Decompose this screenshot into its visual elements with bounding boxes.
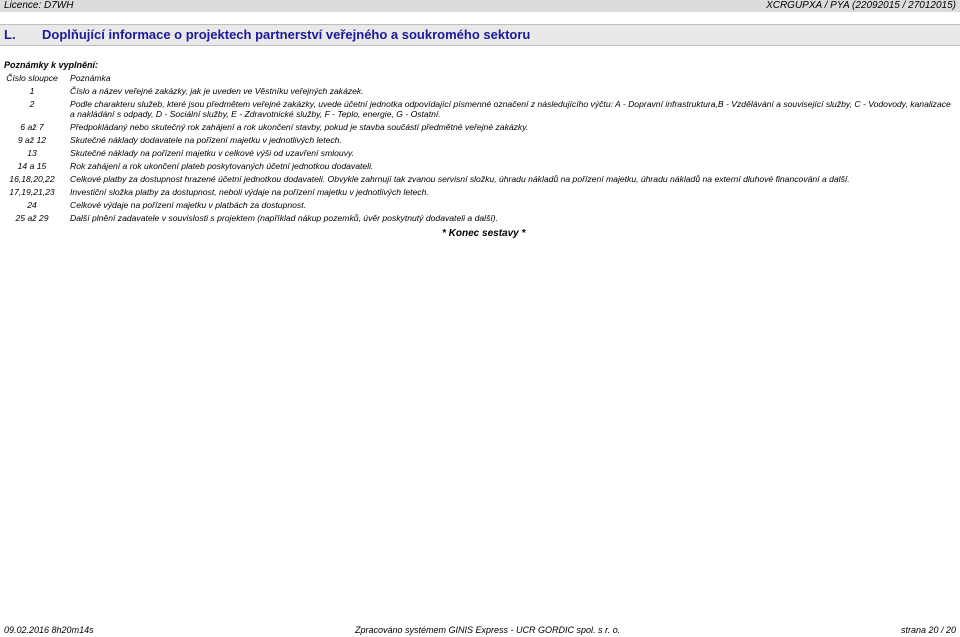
note-text: Číslo a název veřejné zakázky, jak je uveden ve Věstníku veřejných zakázek. [70,86,364,96]
notes-row [0,187,960,197]
column-number: 1 [29,86,35,96]
note-text: Celkové výdaje na pořízení majetku v platbách za dostupnost. [70,200,306,210]
note-header: Poznámka [70,73,111,83]
notes-row [0,174,960,184]
column-number: 24 [27,200,37,210]
section-title: Doplňující informace o projektech partnerství veřejného a soukromého sektoru [42,27,531,42]
column-number: 25 až 29 [15,213,49,223]
footer-page-number: strana 20 / 20 [900,625,956,635]
column-number: 6 až 7 [20,122,44,132]
notes-row [0,148,960,158]
notes-table [0,73,960,226]
section-letter: L. [4,27,16,42]
report-end-label: * Konec sestavy * [442,228,526,239]
section-header [0,24,960,46]
note-text: Celkové platby za dostupnost hrazené účetní jednotkou dodavateli. Obvykle zahrnují tak zvanou servisní složku, úhradu nákladů na pořízení majetku, úhradu nákladů na externí dluhové financování a další. [70,174,850,184]
note-text: Investiční složka platby za dostupnost, neboli výdaje na pořízení majetku v jednotlivých letech. [70,187,429,197]
top-info-bar [0,0,960,12]
notes-row [0,200,960,210]
column-number: 14 a 15 [17,161,47,171]
notes-row [0,161,960,171]
document-id-label: XCRGUPXA / PYA (22092015 / 27012015) [766,0,956,11]
footer-processed-by: Zpracováno systémem GINIS Express - UCR GORDIC spol. s r. o. [355,625,621,635]
note-text: Další plnění zadavatele v souvislosti s projektem (například nákup pozemků, úvěr poskytnutý dodavateli a další). [70,213,499,223]
column-number: 2 [29,99,35,109]
column-number: 16,18,20,22 [9,174,55,184]
footer-timestamp: 09.02.2016 8h20m14s [4,625,94,635]
notes-header-row [0,73,960,83]
notes-row [0,213,960,223]
column-number: 13 [27,148,37,158]
note-text: Rok zahájení a rok ukončení plateb poskytovaných účetní jednotkou dodavateli. [70,161,374,171]
column-number: 9 až 12 [17,135,47,145]
notes-row [0,99,960,119]
notes-title: Poznámky k vyplnění: [4,60,99,70]
notes-row [0,135,960,145]
column-number-header: Číslo sloupce [6,73,58,83]
licence-label: Licence: D7WH [4,0,74,11]
note-text: Předpokládaný nebo skutečný rok zahájení a rok ukončení stavby, pokud je stavba součástí předmětné veřejné zakázky. [70,122,529,132]
notes-row [0,122,960,132]
column-number: 17,19,21,23 [9,187,55,197]
notes-row [0,86,960,96]
note-text: Skutečné náklady na pořízení majetku v celkové výši od uzavření smlouvy. [70,148,355,158]
page-footer [0,625,960,637]
note-text: Skutečné náklady dodavatele na pořízení majetku v jednotlivých letech. [70,135,342,145]
note-text: Podle charakteru služeb, které jsou předmětem veřejné zakázky, uvede účetní jednotka odpovídající písmenné označení z následujícího výčtu: A - Dopravní infrastruktura,B - Vzdělávání a související služby, C - Vodovody, kanalizace a nakládání s odpady, D - Sociální služby, E - Zdravotnické služby, F - Teplo, energie, G - Ostatní. [70,99,951,119]
